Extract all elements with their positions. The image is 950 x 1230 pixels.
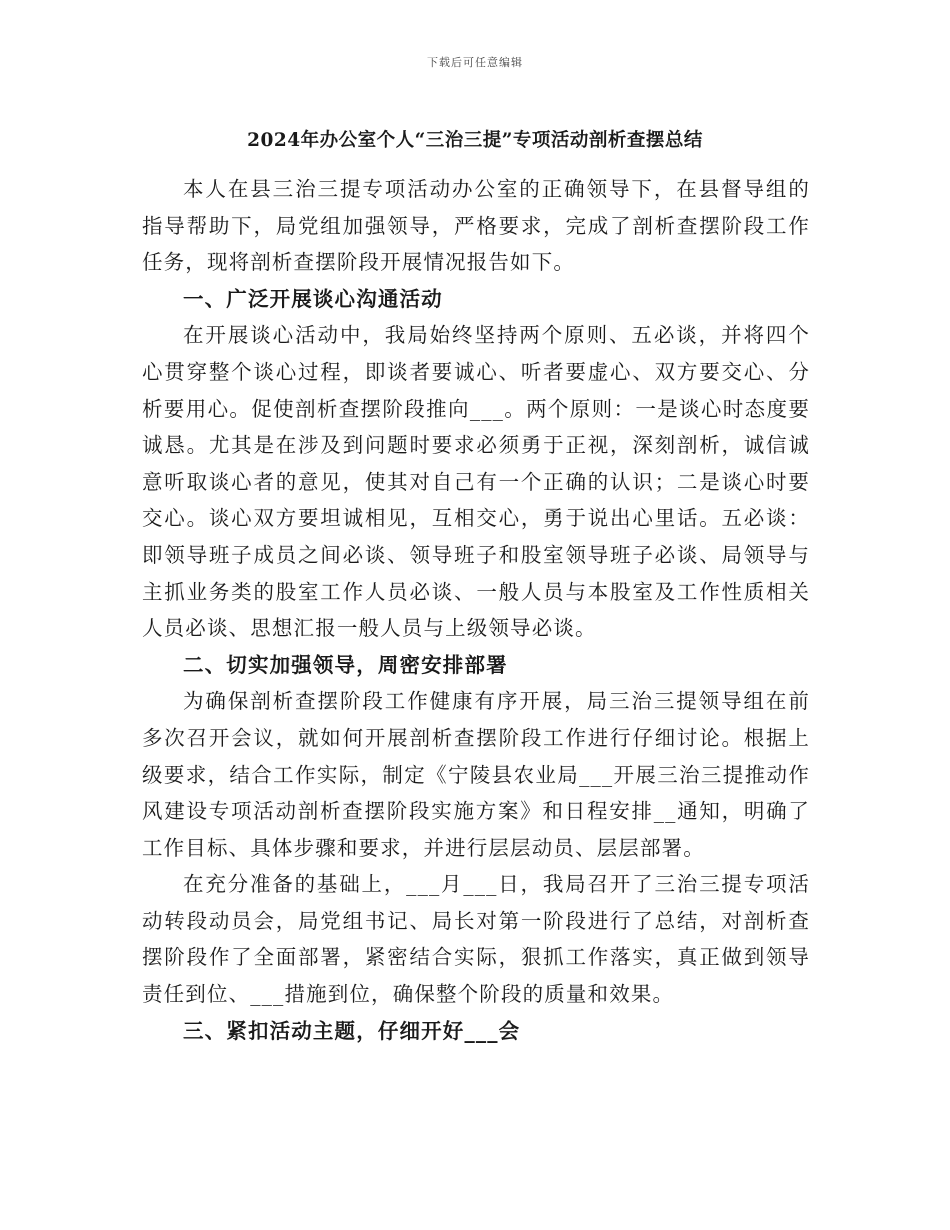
page-header: 下载后可任意编辑 <box>427 56 523 69</box>
section-1-paragraph: 在开展谈心活动中，我局始终坚持两个原则、五必谈，并将四个心贯穿整个谈心过程，即谈者要诚心、听者要虚心、双方要交心、分析要用心。促使剖析查摆阶段推向___。两个原则：一是谈心时态度要诚恳。尤其是在涉及到问题时要求必须勇于正视，深刻剖析，诚信诚意听取谈心者的意见，使其对自己有一个正确的认识；二是谈心时要交心。谈心双方要坦诚相见，互相交心，勇于说出心里话。五必谈：即领导班子成员之间必谈、领导班子和股室领导班子必谈、局领导与主抓业务类的股室工作人员必谈、一般人员与本股室及工作性质相关人员必谈、思想汇报一般人员与上级领导必谈。 <box>142 323 810 641</box>
section-2-paragraph-2: 在充分准备的基础上，___月___日，我局召开了三治三提专项活动转段动员会，局党组书记、局长对第一阶段进行了总结，对剖析查摆阶段作了全面部署，紧密结合实际，狠抓工作落实，真正做到领导责任到位、___措施到位，确保整个阶段的质量和效果。 <box>142 872 810 1007</box>
document-body <box>142 171 810 1049</box>
document-title: 2024年办公室个人“三治三提”专项活动剖析查摆总结 <box>247 130 703 151</box>
intro-paragraph: 本人在县三治三提专项活动办公室的正确领导下，在县督导组的指导帮助下，局党组加强领导，严格要求，完成了剖析查摆阶段工作任务，现将剖析查摆阶段开展情况报告如下。 <box>142 177 810 275</box>
section-2-paragraph-1: 为确保剖析查摆阶段工作健康有序开展，局三治三提领导组在前多次召开会议，就如何开展剖析查摆阶段工作进行仔细讨论。根据上级要求，结合工作实际，制定《宁陵县农业局___开展三治三提推动作风建设专项活动剖析查摆阶段实施方案》和日程安排__通知，明确了工作目标、具体步骤和要求，并进行层层动员、层层部署。 <box>142 689 810 860</box>
section-1-heading: 一、广泛开展谈心沟通活动 <box>183 286 443 311</box>
section-2-heading: 二、切实加强领导，周密安排部署 <box>183 652 508 677</box>
section-3-heading: 三、紧扣活动主题，仔细开好___会 <box>183 1018 521 1043</box>
